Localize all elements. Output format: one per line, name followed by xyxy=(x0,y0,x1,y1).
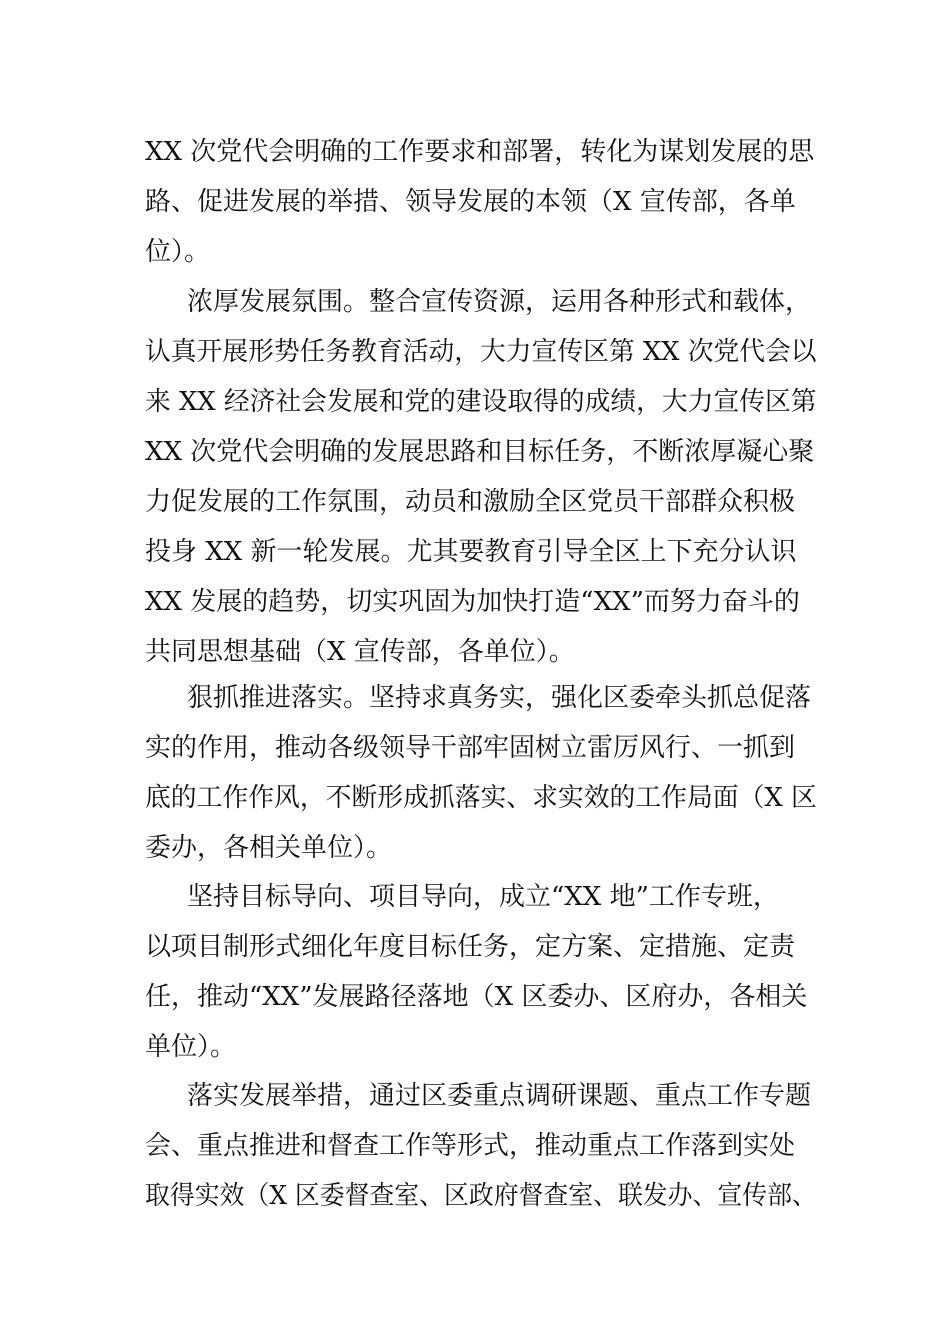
text-line: XX 发展的趋势，切实巩固为加快打造“XX”而努力奋斗的 xyxy=(145,587,800,617)
text-line: 会、重点推进和督查工作等形式，推动重点工作落到实处 xyxy=(145,1131,796,1161)
text-line: 认真开展形势任务教育活动，大力宣传区第 XX 次党代会以 xyxy=(145,337,817,367)
paragraph-5 xyxy=(145,1071,817,1221)
text-line: 路、促进发展的举措、领导发展的本领（X 宣传部，各单 xyxy=(145,187,796,217)
text-line: 坚持目标导向、项目导向，成立“XX 地”工作专班， xyxy=(187,882,779,912)
text-line: XX 次党代会明确的发展思路和目标任务，不断浓厚凝心聚 xyxy=(145,437,815,467)
paragraph-3 xyxy=(145,673,817,873)
text-line: 以项目制形式细化年度目标任务，定方案、定措施、定责 xyxy=(145,932,796,962)
text-line: 狠抓推进落实。坚持求真务实，强化区委牵头抓总促落 xyxy=(187,683,812,713)
paragraph-2 xyxy=(145,277,817,677)
text-line: 实的作用，推动各级领导干部牢固树立雷厉风行、一抓到 xyxy=(145,733,796,763)
text-line: 投身 XX 新一轮发展。尤其要教育引导全区上下充分认识 xyxy=(145,537,797,567)
text-line: XX 次党代会明确的工作要求和部署，转化为谋划发展的思 xyxy=(145,137,815,167)
text-line: 底的工作作风，不断形成抓落实、求实效的工作局面（X 区 xyxy=(145,783,817,813)
paragraph-1 xyxy=(145,127,817,277)
paragraph-4 xyxy=(145,872,817,1072)
text-line: 单位）。 xyxy=(145,1032,237,1062)
text-line: 取得实效（X 区委督查室、区政府督查室、联发办、宣传部、 xyxy=(145,1181,817,1211)
text-line: 共同思想基础（X 宣传部，各单位）。 xyxy=(145,637,575,667)
text-line: 委办，各相关单位）。 xyxy=(145,833,393,863)
text-line: 位）。 xyxy=(145,237,211,267)
text-line: 任，推动“XX”发展路径落地（X 区委办、区府办，各相关 xyxy=(145,982,808,1012)
text-line: 落实发展举措，通过区委重点调研课题、重点工作专题 xyxy=(187,1081,812,1111)
text-line: 浓厚发展氛围。整合宣传资源，运用各种形式和载体， xyxy=(187,287,812,317)
text-line: 来 XX 经济社会发展和党的建设取得的成绩，大力宣传区第 xyxy=(145,387,817,417)
text-line: 力促发展的工作氛围，动员和激励全区党员干部群众积极 xyxy=(145,487,796,517)
